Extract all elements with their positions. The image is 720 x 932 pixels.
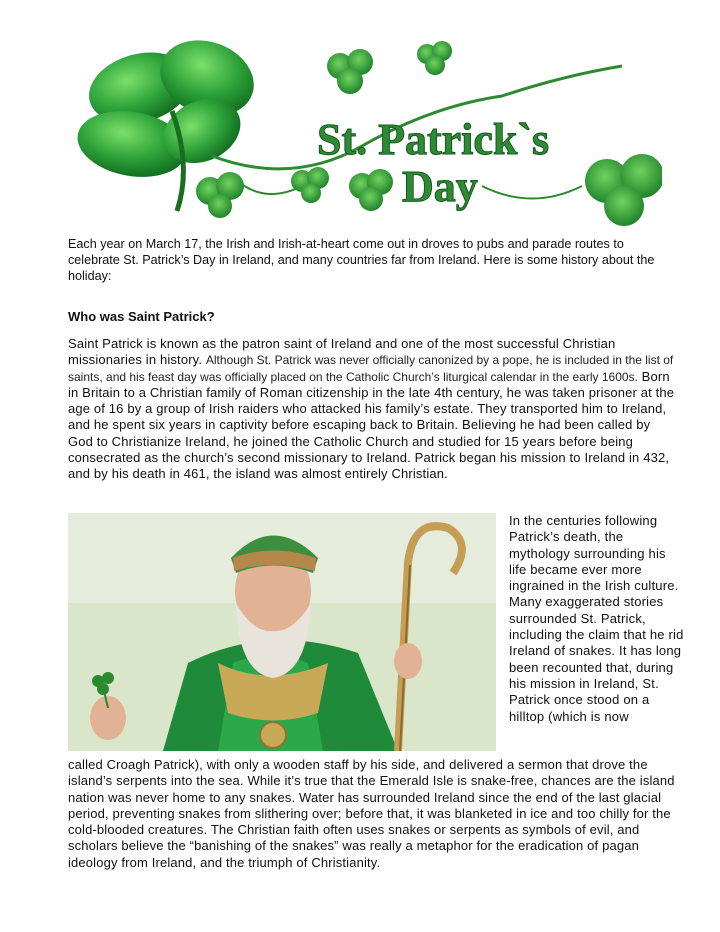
legend-side-text: In the centuries following Patrick’s death, the mythology surrounding his life became ever more ingrained in the Irish culture. Many exaggerated stories surrounded St. Patrick, including the claim that he rid Ireland of snakes. It has long been recounted that, during his mission in Ireland, St. Patrick once stood on a hilltop (which is now	[509, 513, 684, 724]
bio-paragraph	[68, 336, 678, 483]
st-patricks-day-banner	[62, 36, 662, 226]
banner-title-line2: Day	[402, 162, 478, 211]
bio-part2: Although St. Patrick was never officially canonized by a pope, he is included in the list of saints, and his feast day was officially placed on the Catholic Church’s liturgical calendar in the early 1600s.	[68, 353, 674, 384]
intro-paragraph: Each year on March 17, the Irish and Irish-at-heart come out in droves to pubs and parade routes to celebrate St. Patrick’s Day in Ireland, and many countries far from Ireland. Here is some history about the holiday:	[68, 237, 655, 283]
legend-continuation: called Croagh Patrick), with only a wooden staff by his side, and delivered a sermon that drove the island’s serpents into the sea. While it’s true that the Emerald Isle is snake-free, chances are the island nation was never home to any snakes. Water has surrounded Ireland since the end of the last glacial period, preventing snakes from slithering over; before that, it was blanketed in ice and too chilly for the cold-blooded creatures. The Christian faith often uses snakes or serpents as symbols of evil, and scholars believe the “banishing of the snakes” was really a metaphor for the eradication of pagan ideology from Ireland, and the triumph of Christianity.	[68, 757, 675, 870]
bio-part3: Born in Britain to a Christian family of Roman citizenship in the late 4th century, he was taken prisoner at the age of 16 by a group of Irish raiders who attacked his family’s estate. They transported him to Ireland, and he spent six years in captivity before escaping back to Britain. Believing he had been called by God to Christianize Ireland, he joined the Catholic Church and studied for 15 years before being consecrated as the church’s second missionary to Ireland. Patrick began his mission to Ireland in 432, and by his death in 461, the island was almost entirely Christian.	[68, 368, 675, 482]
banner-title-line1: St. Patrick`s	[317, 115, 550, 164]
saint-patrick-portrait	[68, 513, 496, 751]
bio-part1: Saint Patrick is known as the patron saint of Ireland and one of the most successful Christian missionaries in history.	[68, 336, 616, 368]
section-heading: Who was Saint Patrick?	[68, 309, 215, 324]
